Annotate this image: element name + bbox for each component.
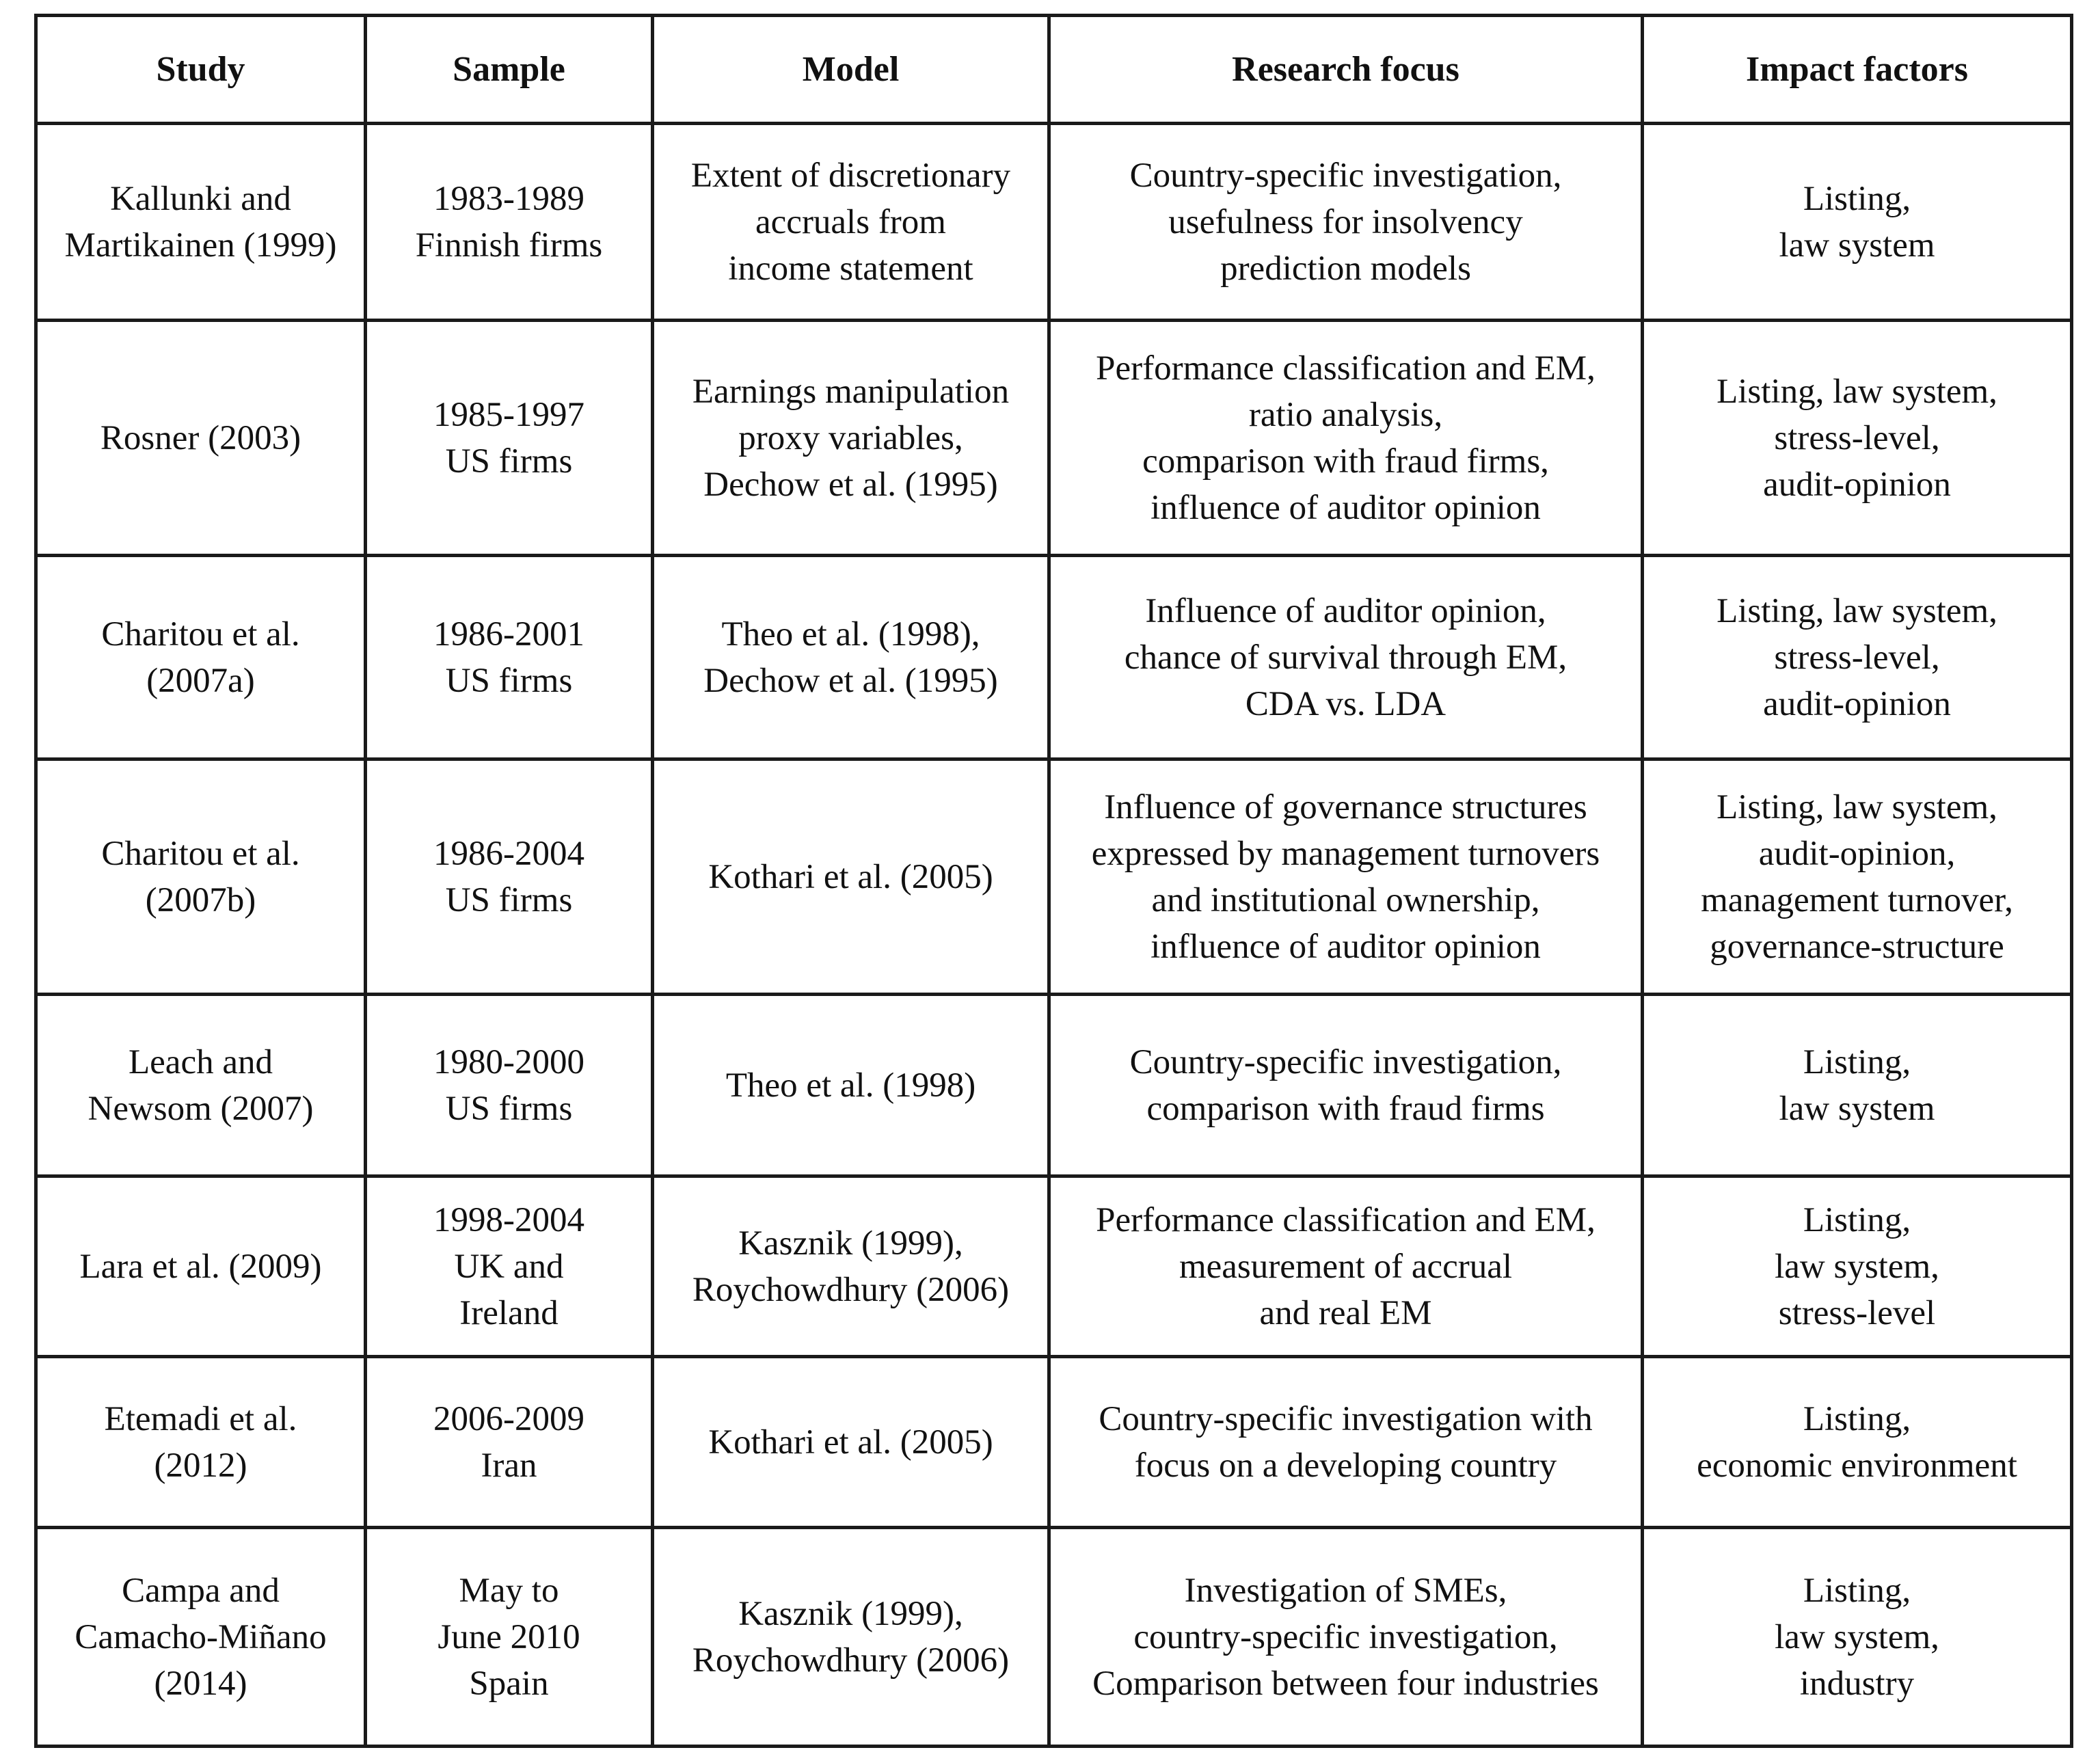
cell-line: Roychowdhury (2006) — [692, 1270, 1010, 1309]
cell-line: ratio analysis, — [1248, 395, 1443, 434]
cell-line: audit-opinion — [1763, 684, 1951, 723]
table-body — [36, 124, 2072, 1747]
research-focus-cell — [1049, 1176, 1643, 1357]
cell-line: 1998-2004 — [433, 1200, 584, 1239]
cell-line: Listing, — [1803, 1200, 1911, 1239]
cell-line: US firms — [445, 1089, 573, 1128]
cell-line: (2007b) — [145, 880, 256, 919]
cell-line: expressed by management turnovers — [1091, 834, 1600, 873]
research-focus-cell — [1049, 759, 1643, 995]
cell-line: 1980-2000 — [433, 1042, 584, 1081]
impact-factors-cell — [1643, 1357, 2072, 1528]
cell-line: (2007a) — [146, 661, 255, 700]
research-focus-cell — [1049, 1528, 1643, 1747]
cell-line: Listing, law system, — [1717, 788, 1997, 826]
study-cell — [36, 1528, 366, 1747]
cell-line: Listing, — [1803, 179, 1911, 218]
impact-factors-cell — [1643, 1528, 2072, 1747]
impact-factors-cell — [1643, 1176, 2072, 1357]
cell-line: CDA vs. LDA — [1245, 684, 1446, 723]
impact-factors-cell — [1643, 124, 2072, 321]
cell-line: Spain — [469, 1664, 549, 1703]
cell-line: Listing, law system, — [1717, 591, 1997, 630]
cell-line: industry — [1799, 1664, 1915, 1703]
sample-cell — [366, 1528, 653, 1747]
table-row — [36, 759, 2072, 995]
cell-line: law system, — [1775, 1617, 1939, 1656]
cell-line: Performance classification and EM, — [1096, 1200, 1596, 1239]
cell-line: Earnings manipulation — [692, 372, 1010, 411]
cell-line: June 2010 — [438, 1617, 580, 1656]
table-row — [36, 995, 2072, 1176]
header-impact-factors: Impact factors — [1643, 16, 2072, 124]
cell-line: measurement of accrual — [1179, 1247, 1513, 1286]
cell-line: Kothari et al. (2005) — [708, 857, 993, 896]
cell-line: usefulness for insolvency — [1168, 202, 1523, 241]
cell-line: Finnish firms — [415, 226, 603, 265]
cell-line: Performance classification and EM, — [1096, 349, 1596, 388]
cell-line: Kasznik (1999), — [738, 1594, 963, 1633]
cell-line: and institutional ownership, — [1151, 880, 1540, 919]
study-cell — [36, 124, 366, 321]
impact-factors-cell — [1643, 321, 2072, 556]
cell-line: 1985-1997 — [433, 395, 584, 434]
cell-line: Listing, law system, — [1717, 372, 1997, 411]
cell-line: Country-specific investigation, — [1129, 156, 1562, 195]
study-cell — [36, 1176, 366, 1357]
cell-line: UK and — [454, 1247, 564, 1286]
cell-line: US firms — [445, 442, 573, 481]
cell-line: chance of survival through EM, — [1124, 638, 1567, 677]
research-focus-cell — [1049, 556, 1643, 759]
sample-cell — [366, 1176, 653, 1357]
sample-cell — [366, 759, 653, 995]
cell-line: Kasznik (1999), — [738, 1224, 963, 1263]
study-cell — [36, 759, 366, 995]
model-cell — [653, 1528, 1049, 1747]
impact-factors-cell — [1643, 556, 2072, 759]
impact-factors-cell — [1643, 995, 2072, 1176]
cell-line: Campa and — [122, 1571, 280, 1610]
cell-line: Etemadi et al. — [104, 1399, 297, 1438]
table-row — [36, 321, 2072, 556]
table-row — [36, 1528, 2072, 1747]
cell-line: US firms — [445, 661, 573, 700]
cell-line: Listing, — [1803, 1571, 1911, 1610]
cell-line: Martikainen (1999) — [64, 226, 337, 265]
cell-line: prediction models — [1220, 249, 1471, 288]
research-focus-cell — [1049, 1357, 1643, 1528]
table-row — [36, 1357, 2072, 1528]
cell-line: Charitou et al. — [101, 615, 300, 654]
cell-line: Investigation of SMEs, — [1184, 1571, 1507, 1610]
cell-line: Lara et al. (2009) — [79, 1247, 322, 1286]
cell-line: May to — [459, 1571, 559, 1610]
cell-line: Kallunki and — [110, 179, 291, 218]
cell-line: Dechow et al. (1995) — [703, 661, 998, 700]
cell-line: 1986-2001 — [433, 615, 584, 654]
table-row — [36, 1176, 2072, 1357]
model-cell — [653, 124, 1049, 321]
cell-line: law system — [1779, 1089, 1935, 1128]
header-row — [36, 16, 2072, 124]
cell-line: Kothari et al. (2005) — [708, 1423, 993, 1462]
cell-line: income statement — [728, 249, 973, 288]
cell-line: governance-structure — [1710, 927, 2004, 966]
cell-line: comparison with fraud firms, — [1142, 442, 1549, 481]
cell-line: (2012) — [154, 1446, 247, 1485]
cell-line: comparison with fraud firms — [1146, 1089, 1545, 1128]
model-cell — [653, 556, 1049, 759]
header-sample: Sample — [366, 16, 653, 124]
cell-line: Country-specific investigation with — [1099, 1399, 1593, 1438]
sample-cell — [366, 556, 653, 759]
sample-cell — [366, 995, 653, 1176]
cell-line: audit-opinion — [1763, 465, 1951, 504]
cell-line: 2006-2009 — [433, 1399, 584, 1438]
cell-line: Country-specific investigation, — [1129, 1042, 1562, 1081]
research-focus-cell — [1049, 124, 1643, 321]
header-model: Model — [653, 16, 1049, 124]
model-cell — [653, 995, 1049, 1176]
study-cell — [36, 321, 366, 556]
cell-line: focus on a developing country — [1134, 1446, 1557, 1485]
cell-line: Extent of discretionary — [690, 156, 1011, 195]
cell-line: Ireland — [459, 1293, 558, 1332]
table-row — [36, 124, 2072, 321]
cell-line: influence of auditor opinion — [1150, 488, 1541, 527]
cell-line: and real EM — [1259, 1293, 1432, 1332]
cell-line: Roychowdhury (2006) — [692, 1641, 1010, 1680]
cell-line: Influence of governance structures — [1104, 788, 1587, 826]
cell-line: stress-level — [1778, 1293, 1936, 1332]
study-cell — [36, 995, 366, 1176]
cell-line: law system, — [1775, 1247, 1939, 1286]
cell-line: Camacho-Miñano — [75, 1617, 327, 1656]
cell-line: Theo et al. (1998) — [725, 1066, 976, 1105]
model-cell — [653, 1357, 1049, 1528]
cell-line: Leach and — [129, 1042, 273, 1081]
sample-cell — [366, 321, 653, 556]
cell-line: influence of auditor opinion — [1150, 927, 1541, 966]
model-cell — [653, 759, 1049, 995]
study-cell — [36, 556, 366, 759]
sample-cell — [366, 124, 653, 321]
header-research-focus: Research focus — [1049, 16, 1643, 124]
impact-factors-cell — [1643, 759, 2072, 995]
cell-line: stress-level, — [1774, 638, 1940, 677]
cell-line: economic environment — [1697, 1446, 2017, 1485]
model-cell — [653, 321, 1049, 556]
literature-table — [34, 14, 2073, 1748]
header-study: Study — [36, 16, 366, 124]
sample-cell — [366, 1357, 653, 1528]
cell-line: 1986-2004 — [433, 834, 584, 873]
cell-line: Rosner (2003) — [100, 418, 301, 457]
cell-line: management turnover, — [1701, 880, 2013, 919]
cell-line: stress-level, — [1774, 418, 1940, 457]
cell-line: Comparison between four industries — [1092, 1664, 1599, 1703]
research-focus-cell — [1049, 321, 1643, 556]
study-cell — [36, 1357, 366, 1528]
cell-line: accruals from — [755, 202, 946, 241]
table-row — [36, 556, 2072, 759]
cell-line: Iran — [481, 1446, 537, 1485]
cell-line: Listing, — [1803, 1399, 1911, 1438]
research-focus-cell — [1049, 995, 1643, 1176]
cell-line: Dechow et al. (1995) — [703, 465, 998, 504]
cell-line: Theo et al. (1998), — [721, 615, 980, 654]
cell-line: law system — [1779, 226, 1935, 265]
cell-line: country-specific investigation, — [1133, 1617, 1558, 1656]
cell-line: 1983-1989 — [433, 179, 584, 218]
cell-line: Listing, — [1803, 1042, 1911, 1081]
cell-line: (2014) — [154, 1664, 247, 1703]
cell-line: Influence of auditor opinion, — [1145, 591, 1546, 630]
cell-line: Charitou et al. — [101, 834, 300, 873]
model-cell — [653, 1176, 1049, 1357]
cell-line: audit-opinion, — [1758, 834, 1956, 873]
cell-line: Newsom (2007) — [88, 1089, 314, 1128]
cell-line: proxy variables, — [738, 418, 963, 457]
cell-line: US firms — [445, 880, 573, 919]
